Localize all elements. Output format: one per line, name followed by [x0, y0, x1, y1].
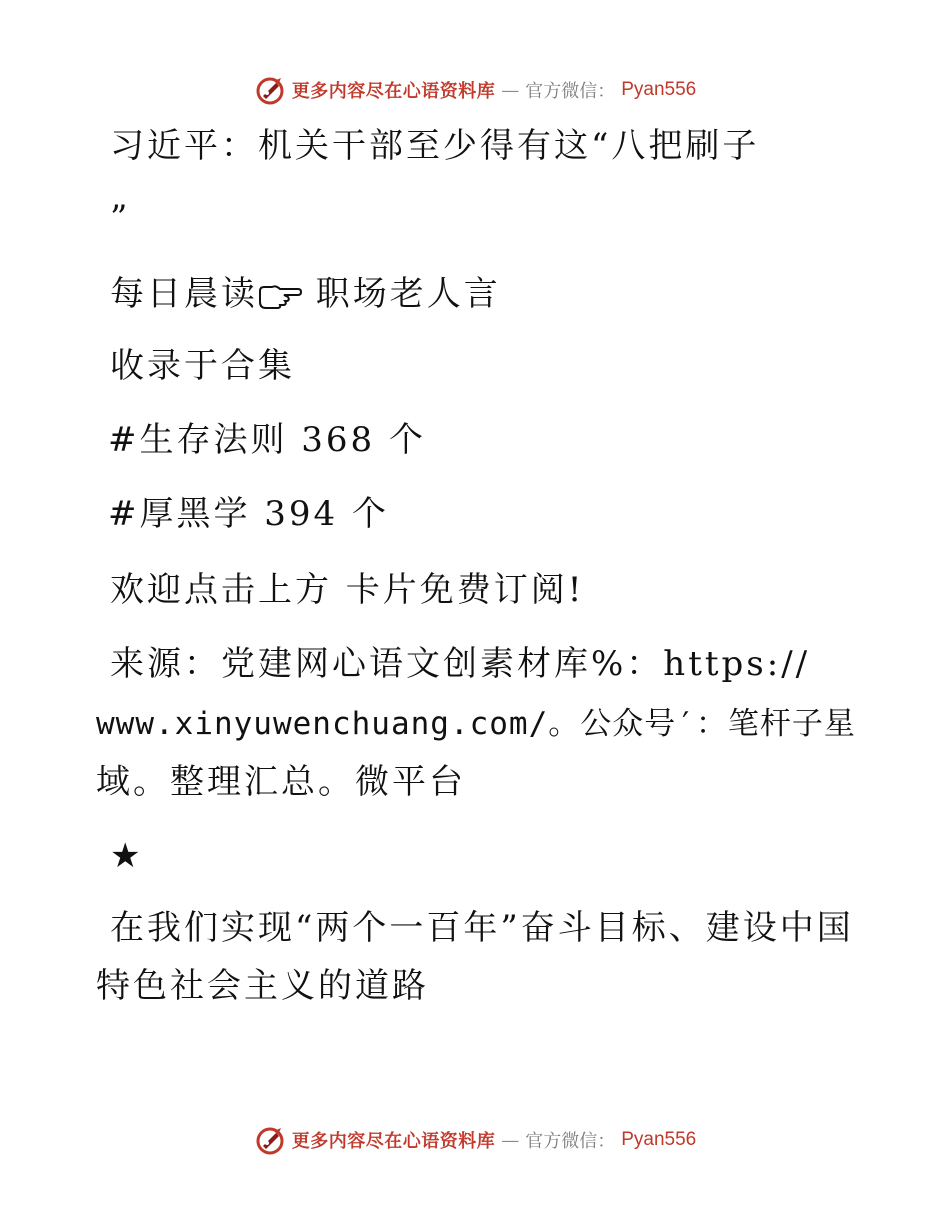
header-watermark-banner — [0, 70, 950, 110]
article-title-line-1: 习近平：机关干部至少得有这“八把刷子 — [110, 126, 760, 166]
footer-watermark-banner — [0, 1120, 950, 1160]
subscribe-text: 欢迎点击上方 卡片免费订阅! — [110, 570, 585, 610]
source-line-3: 域。整理汇总。微平台 — [96, 762, 466, 802]
column-prefix: 每日晨读 — [110, 274, 258, 314]
banner-wechat-id: Pyan556 — [621, 79, 697, 100]
star-symbol: ★ — [110, 836, 144, 876]
banner-dash: — — [501, 1129, 520, 1151]
column-line — [110, 274, 501, 314]
tag-survival-rules: #生存法则 368 个 — [108, 420, 426, 460]
banner-text: 更多内容尽在心语资料库 — [291, 1131, 496, 1152]
banner-wechat-label: 官方微信： — [525, 1131, 616, 1152]
pen-logo-icon — [254, 1124, 286, 1156]
banner-text: 更多内容尽在心语资料库 — [291, 81, 496, 102]
column-suffix: 职场老人言 — [302, 274, 501, 314]
body-line-1: 在我们实现“两个一百年”奋斗目标、建设中国 — [110, 908, 854, 948]
banner-dash: — — [501, 79, 520, 101]
collection-label: 收录于合集 — [110, 346, 295, 386]
source-line-2: www.xinyuwenchuang.com/。公众号′：笔杆子星 — [96, 706, 856, 742]
banner-wechat-id: Pyan556 — [621, 1129, 697, 1150]
article-title-line-2: ” — [110, 198, 131, 238]
banner-wechat-label: 官方微信： — [525, 81, 616, 102]
body-line-2: 特色社会主义的道路 — [96, 966, 429, 1006]
tag-thick-black: #厚黑学 394 个 — [108, 494, 389, 534]
pointing-hand-icon — [258, 283, 302, 309]
pen-logo-icon — [254, 74, 286, 106]
source-line-1: 来源：党建网心语文创素材库%：https:// — [110, 644, 811, 684]
